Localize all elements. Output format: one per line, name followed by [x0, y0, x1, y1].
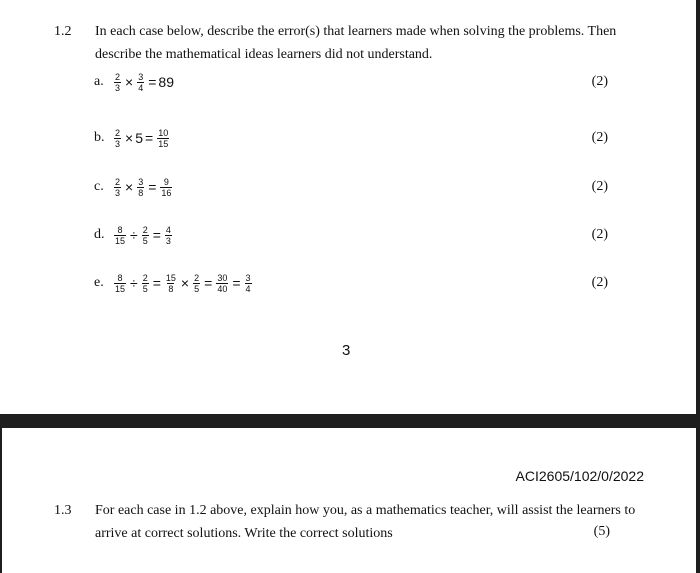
operator: =	[152, 275, 161, 291]
denominator: 40	[217, 283, 228, 294]
numerator: 8	[117, 224, 123, 235]
fraction	[160, 177, 172, 198]
numerator: 9	[163, 176, 169, 187]
marks: (2)	[591, 130, 608, 145]
item-label: d.	[94, 227, 105, 242]
operator: ×	[125, 74, 134, 90]
denominator: 4	[138, 82, 144, 93]
marks: (2)	[591, 275, 608, 290]
marks: (5)	[593, 524, 610, 539]
question-text	[95, 499, 635, 545]
fraction	[137, 177, 144, 198]
numerator: 3	[138, 71, 144, 82]
expression	[112, 225, 174, 246]
marks: (2)	[591, 179, 608, 194]
item-e	[94, 268, 254, 298]
number: 89	[158, 74, 174, 90]
item-c	[94, 172, 174, 202]
operator: ×	[125, 179, 134, 195]
expression	[112, 273, 254, 294]
document-reference: ACI2605/102/0/2022	[515, 468, 644, 484]
denominator: 15	[158, 138, 169, 149]
question-line-1: For each case in 1.2 above, explain how you, as a mathematics teacher, will assist the learners to	[95, 503, 636, 518]
fraction	[165, 273, 177, 294]
question-number: 1.2	[54, 24, 72, 39]
item-a	[94, 67, 174, 97]
numerator: 3	[138, 176, 144, 187]
item-d	[94, 220, 174, 250]
item-label: c.	[94, 179, 104, 194]
denominator: 5	[194, 283, 200, 294]
numerator: 2	[115, 71, 121, 82]
numerator: 2	[142, 224, 148, 235]
numerator: 2	[115, 127, 121, 138]
operator: =	[152, 227, 161, 243]
question-line-2: describe the mathematical ideas learners did not understand.	[95, 47, 433, 62]
numerator: 2	[194, 272, 200, 283]
fraction	[165, 225, 172, 246]
fraction	[142, 225, 149, 246]
denominator: 5	[142, 235, 148, 246]
fraction	[114, 177, 121, 198]
denominator: 8	[168, 283, 174, 294]
page-number: 3	[342, 342, 351, 359]
fraction	[216, 273, 228, 294]
numerator: 30	[217, 272, 228, 283]
expression	[112, 177, 174, 198]
numerator: 2	[115, 176, 121, 187]
fraction	[114, 273, 126, 294]
page-gap	[0, 414, 700, 428]
denominator: 8	[138, 187, 144, 198]
expression	[112, 72, 174, 93]
denominator: 3	[165, 235, 171, 246]
operator: =	[145, 130, 154, 146]
numerator: 8	[117, 272, 123, 283]
fraction	[142, 273, 149, 294]
operator: ÷	[130, 227, 138, 243]
marks: (2)	[591, 74, 608, 89]
numerator: 4	[165, 224, 171, 235]
fraction	[245, 273, 252, 294]
page-bottom	[0, 428, 700, 573]
operator: ÷	[130, 275, 138, 291]
fraction	[157, 128, 169, 149]
denominator: 15	[115, 283, 126, 294]
question-line-1: In each case below, describe the error(s) that learners made when solving the problems. Then	[95, 24, 617, 39]
fraction	[114, 72, 121, 93]
denominator: 3	[115, 82, 121, 93]
denominator: 3	[115, 138, 121, 149]
item-label: b.	[94, 130, 105, 145]
denominator: 5	[142, 283, 148, 294]
denominator: 15	[115, 235, 126, 246]
fraction	[193, 273, 200, 294]
question-number: 1.3	[54, 503, 72, 518]
item-label: a.	[94, 74, 104, 89]
fraction	[114, 225, 126, 246]
denominator: 16	[161, 187, 172, 198]
numerator: 15	[165, 272, 176, 283]
operator: =	[148, 74, 157, 90]
item-label: e.	[94, 275, 104, 290]
fraction	[114, 128, 121, 149]
operator: ×	[180, 275, 190, 291]
operator: =	[232, 275, 241, 291]
item-b	[94, 123, 171, 153]
question-line-2: arrive at correct solutions. Write the correct solutions	[95, 526, 393, 541]
operator: ×	[125, 130, 134, 146]
fraction	[137, 72, 144, 93]
marks: (2)	[591, 227, 608, 242]
numerator: 10	[158, 127, 169, 138]
denominator: 4	[245, 283, 251, 294]
operator: =	[204, 275, 213, 291]
expression	[112, 128, 171, 149]
number: 5	[135, 130, 143, 146]
numerator: 2	[142, 272, 148, 283]
operator: =	[148, 179, 157, 195]
numerator: 3	[245, 272, 251, 283]
denominator: 3	[115, 187, 121, 198]
question-text	[95, 20, 616, 66]
